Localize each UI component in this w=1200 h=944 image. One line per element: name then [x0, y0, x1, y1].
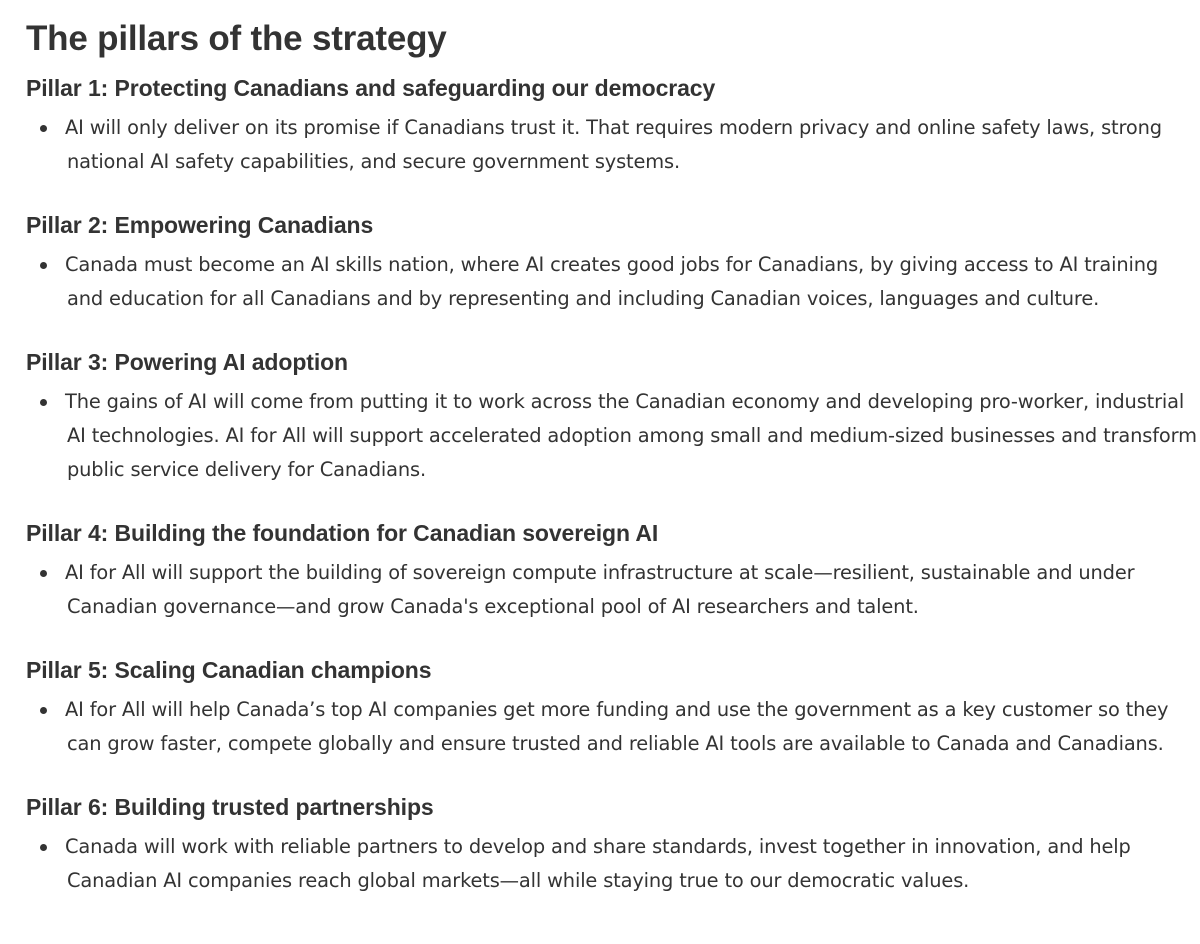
bullet-icon — [40, 844, 47, 851]
pillar-heading: Pillar 2: Empowering Canadians — [26, 212, 374, 238]
pillar-heading: Pillar 5: Scaling Canadian champions — [26, 657, 432, 683]
list-item — [26, 248, 1200, 316]
pillar-description: Canada must become an AI skills nation, where AI creates good jobs for Canadians, by giving access to AI training and education for all Canadians and by representing and including Canadian voices, languages and culture. — [65, 253, 1159, 310]
pillar-description: AI for All will support the building of sovereign compute infrastructure at scale—resilient, sustainable and under Canadian governance—and grow Canada's exceptional pool of AI researchers and talent. — [65, 561, 1135, 618]
pillar-section-3 — [26, 347, 1200, 487]
pillar-section-1 — [26, 73, 1200, 179]
pillar-heading: Pillar 4: Building the foundation for Canadian sovereign AI — [26, 520, 659, 546]
pillar-bullet-list — [26, 693, 1200, 761]
pillar-bullet-list — [26, 111, 1200, 179]
bullet-icon — [40, 570, 47, 577]
list-item — [26, 385, 1200, 487]
pillar-section-5 — [26, 655, 1200, 761]
pillar-heading: Pillar 3: Powering AI adoption — [26, 349, 349, 375]
pillar-heading: Pillar 6: Building trusted partnerships — [26, 794, 434, 820]
bullet-icon — [40, 262, 47, 269]
pillar-description: The gains of AI will come from putting it to work across the Canadian economy and developing pro-worker, industrial AI technologies. AI for All will support accelerated adoption among small and medium-sized businesses and transform public service delivery for Canadians. — [65, 390, 1197, 481]
pillar-section-4 — [26, 518, 1200, 624]
pillar-description: Canada will work with reliable partners to develop and share standards, invest together in innovation, and help Canadian AI companies reach global markets—all while staying true to our democratic values. — [65, 835, 1131, 892]
pillar-section-6 — [26, 792, 1200, 898]
list-item — [26, 111, 1200, 179]
pillar-description: AI will only deliver on its promise if Canadians trust it. That requires modern privacy and online safety laws, strong national AI safety capabilities, and secure government systems. — [65, 116, 1162, 173]
pillar-description: AI for All will help Canada’s top AI companies get more funding and use the government as a key customer so they can grow faster, compete globally and ensure trusted and reliable AI tools are available to Canada and Canadians. — [65, 698, 1169, 755]
pillar-bullet-list — [26, 830, 1200, 898]
pillar-heading: Pillar 1: Protecting Canadians and safeguarding our democracy — [26, 75, 716, 101]
pillar-bullet-list — [26, 248, 1200, 316]
pillar-bullet-list — [26, 556, 1200, 624]
pillar-section-2 — [26, 210, 1200, 316]
bullet-icon — [40, 125, 47, 132]
list-item — [26, 556, 1200, 624]
bullet-icon — [40, 707, 47, 714]
list-item — [26, 830, 1200, 898]
pillar-bullet-list — [26, 385, 1200, 487]
list-item — [26, 693, 1200, 761]
bullet-icon — [40, 399, 47, 406]
page-title: The pillars of the strategy — [26, 19, 447, 58]
